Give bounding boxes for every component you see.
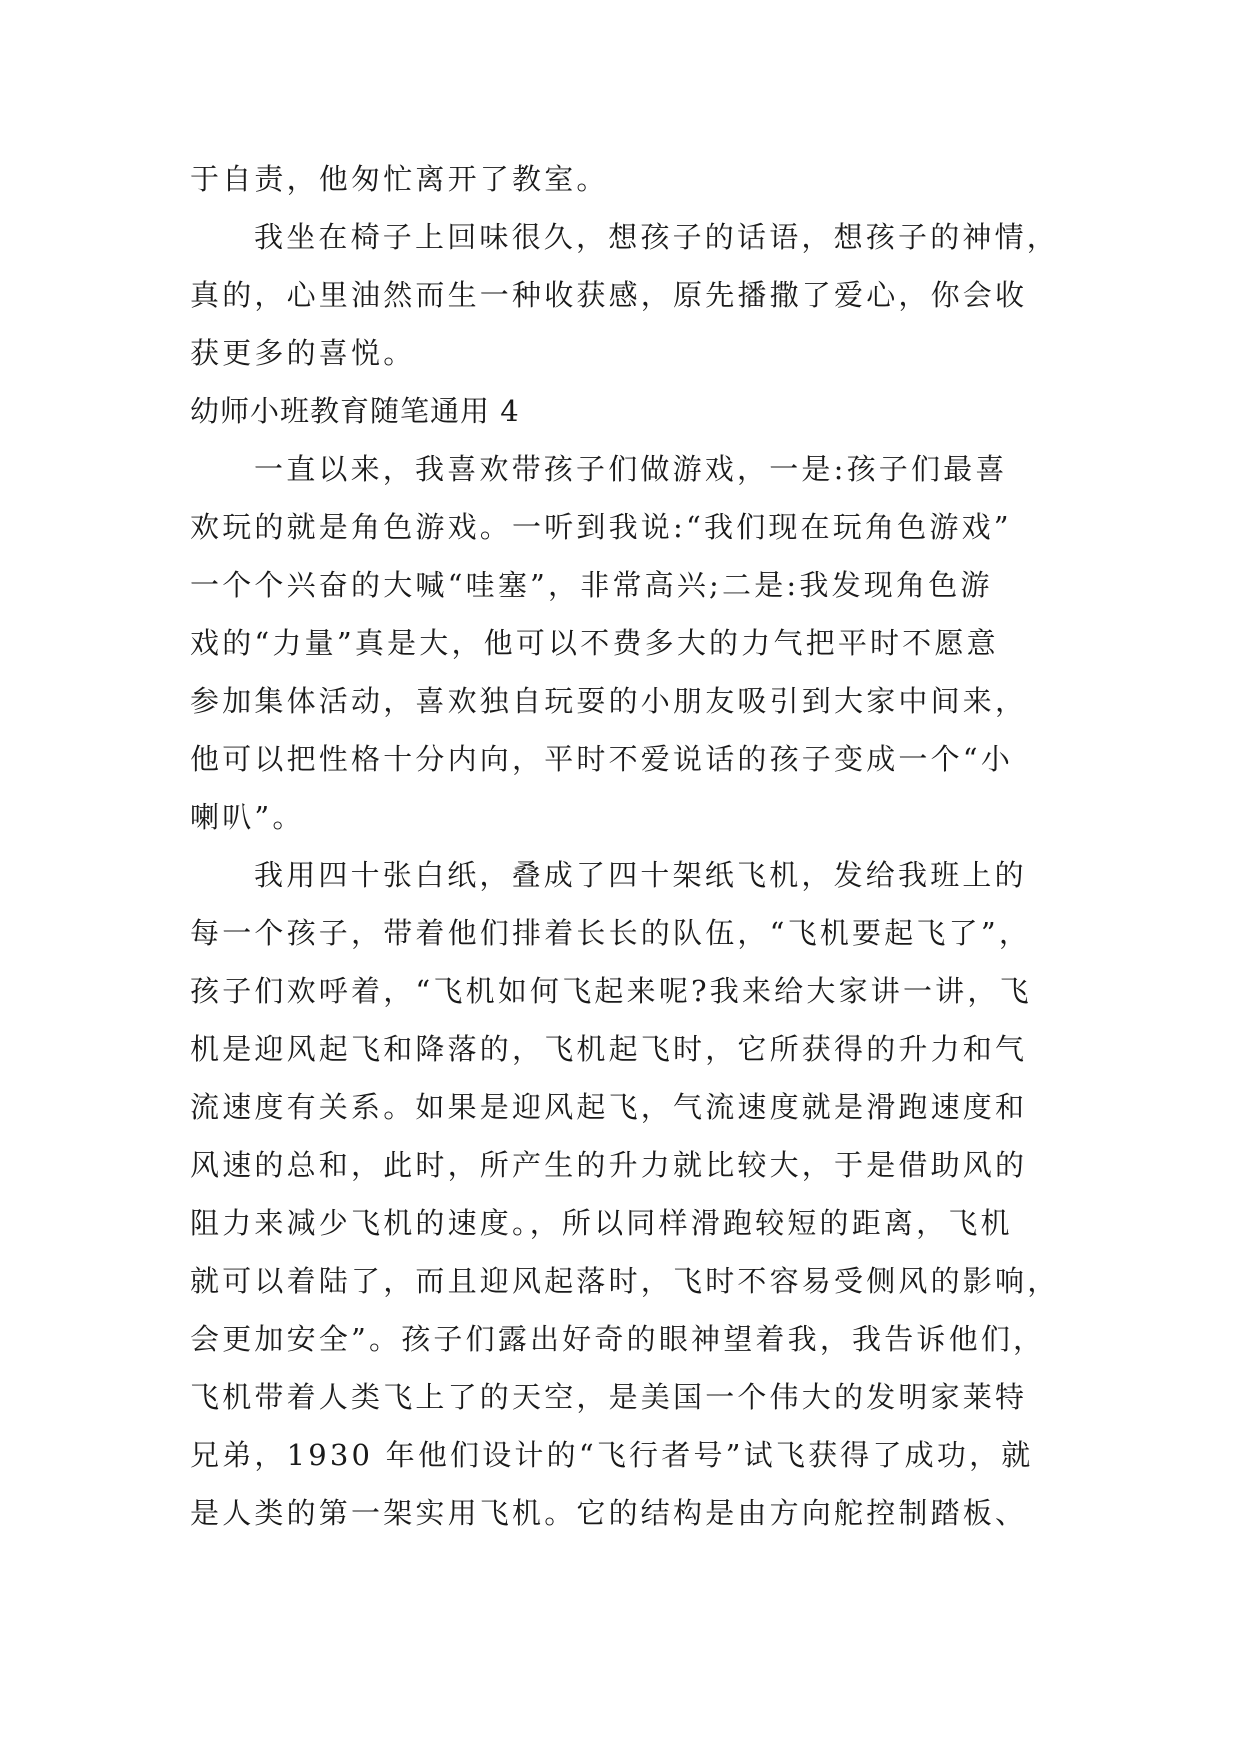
text-line: 参加集体活动，喜欢独自玩耍的小朋友吸引到大家中间来， xyxy=(190,684,1028,718)
text-line: 他可以把性格十分内向，平时不爱说话的孩子变成一个“小 xyxy=(190,742,1014,776)
text-line: 戏的“力量”真是大，他可以不费多大的力气把平时不愿意 xyxy=(190,626,999,660)
text-line: 欢玩的就是角色游戏。一听到我说:“我们现在玩角色游戏” xyxy=(190,510,1012,544)
text-line: 会更加安全”。孩子们露出好奇的眼神望着我，我告诉他们， xyxy=(190,1322,1046,1356)
text-line: 风速的总和，此时，所产生的升力就比较大，于是借助风的 xyxy=(190,1148,1028,1182)
text-line: 获更多的喜悦。 xyxy=(190,336,416,370)
section-heading: 幼师小班教育随笔通用 4 xyxy=(190,394,520,428)
paragraph-start-line: 我坐在椅子上回味很久，想孩子的话语，想孩子的神情， xyxy=(254,220,1060,254)
text-line: 孩子们欢呼着，“飞机如何飞起来呢?我来给大家讲一讲，飞 xyxy=(190,974,1032,1008)
text-line: 是人类的第一架实用飞机。它的结构是由方向舵控制踏板、 xyxy=(190,1496,1028,1530)
paragraph-start-line: 我用四十张白纸，叠成了四十架纸飞机，发给我班上的 xyxy=(254,858,1027,892)
text-line: 每一个孩子，带着他们排着长长的队伍，“飞机要起飞了”， xyxy=(190,916,1032,950)
text-line: 就可以着陆了，而且迎风起落时，飞时不容易受侧风的影响， xyxy=(190,1264,1060,1298)
text-line: 阻力来减少飞机的速度。，所以同样滑跑较短的距离，飞机 xyxy=(190,1206,1013,1240)
text-line: 兄弟，1930 年他们设计的“飞行者号”试飞获得了成功，就 xyxy=(190,1438,1034,1472)
text-line: 机是迎风起飞和降落的，飞机起飞时，它所获得的升力和气 xyxy=(190,1032,1028,1066)
text-line: 飞机带着人类飞上了的天空，是美国一个伟大的发明家莱特 xyxy=(190,1380,1028,1414)
text-line: 于自责，他匆忙离开了教室。 xyxy=(190,162,609,196)
text-line: 喇叭”。 xyxy=(190,800,305,834)
paragraph-start-line: 一直以来，我喜欢带孩子们做游戏，一是:孩子们最喜 xyxy=(254,452,1008,486)
text-line: 真的，心里油然而生一种收获感，原先播撒了爱心，你会收 xyxy=(190,278,1028,312)
text-line: 一个个兴奋的大喊“哇塞”，非常高兴;二是:我发现角色游 xyxy=(190,568,993,602)
text-line: 流速度有关系。如果是迎风起飞，气流速度就是滑跑速度和 xyxy=(190,1090,1028,1124)
